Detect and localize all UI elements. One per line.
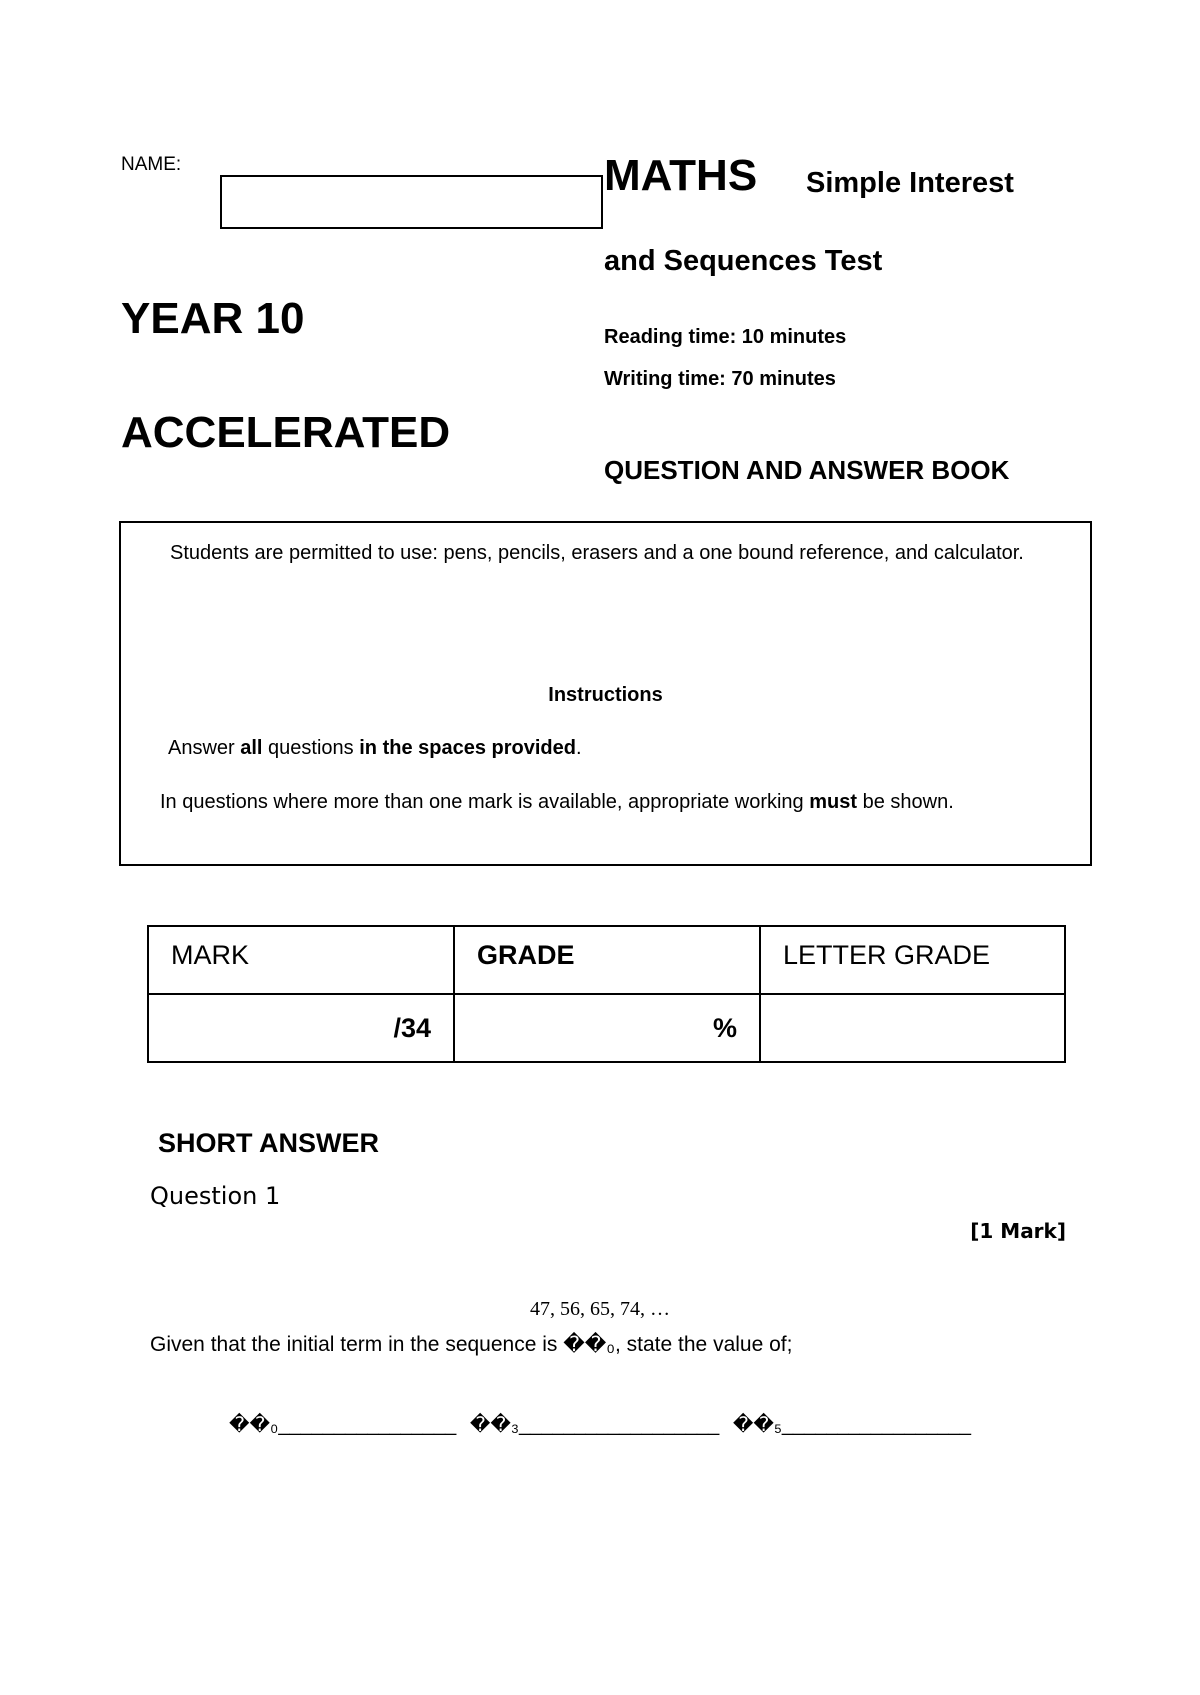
stream-label: ACCELERATED bbox=[121, 408, 451, 457]
test-title-part1: Simple Interest bbox=[806, 167, 1014, 199]
name-input-box[interactable] bbox=[220, 175, 603, 229]
working-instruction: In questions where more than one mark is available, appropriate working must be shown. bbox=[160, 791, 954, 813]
grade-header: GRADE bbox=[454, 926, 760, 994]
question-marks: [1 Mark] bbox=[970, 1219, 1066, 1243]
permitted-materials: Students are permitted to use: pens, pencils, erasers and a one bound reference, and calculator. bbox=[170, 542, 1024, 564]
letter-grade-header: LETTER GRADE bbox=[760, 926, 1065, 994]
sequence-terms: 47, 56, 65, 74, … bbox=[530, 1298, 670, 1320]
answer-blank-t5[interactable]: ��₅_________________ bbox=[732, 1414, 971, 1436]
mark-table-header-row bbox=[148, 926, 1065, 994]
mark-table-value-row bbox=[148, 994, 1065, 1062]
book-type-heading: QUESTION AND ANSWER BOOK bbox=[604, 455, 1010, 485]
question-label: Question 1 bbox=[150, 1182, 281, 1210]
letter-grade-value[interactable] bbox=[760, 994, 1065, 1062]
writing-time: Writing time: 70 minutes bbox=[604, 368, 836, 390]
test-title-part2: and Sequences Test bbox=[604, 245, 883, 277]
instructions-title: Instructions bbox=[548, 684, 663, 706]
answer-blank-t3[interactable]: ��₃__________________ bbox=[469, 1414, 720, 1436]
year-level: YEAR 10 bbox=[121, 294, 305, 343]
answer-blanks bbox=[0, 1412, 1200, 1437]
answer-instruction: Answer all questions in the spaces provided. bbox=[168, 737, 582, 759]
mark-value[interactable]: /34 bbox=[148, 994, 454, 1062]
answer-blank-t0[interactable]: ��₀________________ bbox=[229, 1414, 457, 1436]
section-title: SHORT ANSWER bbox=[158, 1128, 379, 1158]
mark-table bbox=[147, 925, 1066, 1063]
subject-title: MATHS bbox=[604, 151, 758, 200]
mark-header: MARK bbox=[148, 926, 454, 994]
question-prompt: Given that the initial term in the sequence is ��₀, state the value of; bbox=[150, 1333, 793, 1356]
reading-time: Reading time: 10 minutes bbox=[604, 326, 847, 348]
name-label: NAME: bbox=[121, 154, 182, 175]
grade-value[interactable]: % bbox=[454, 994, 760, 1062]
